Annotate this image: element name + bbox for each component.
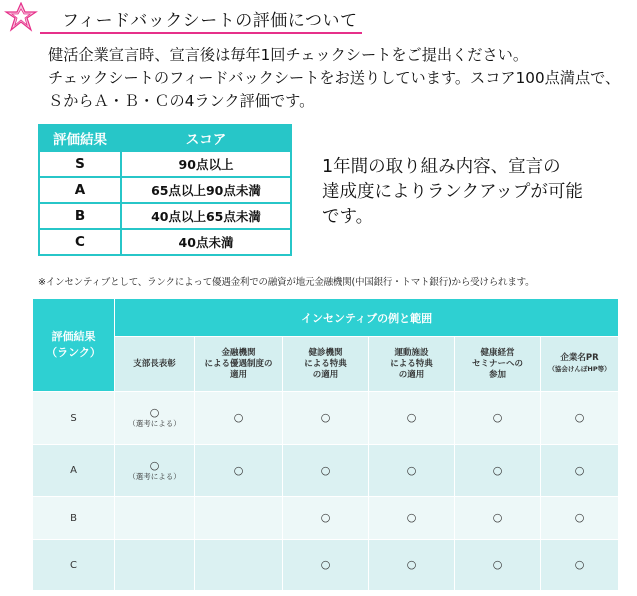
incentive-cell — [115, 445, 195, 497]
column-header-line: による特典 — [390, 358, 433, 369]
rank-table — [38, 124, 292, 256]
rank-grade-cell: A — [33, 445, 115, 497]
circle-mark: ○ — [406, 411, 417, 424]
column-header-line: セミナーへの — [471, 358, 523, 369]
rank-grade: B — [39, 203, 121, 229]
column-header-line: 健診機関 — [308, 347, 343, 358]
page-title: フィードバックシートの評価について — [62, 11, 358, 31]
incentive-cell — [369, 540, 455, 591]
column-header-line: 健康経営 — [480, 347, 515, 358]
incentive-cell — [115, 392, 195, 445]
incentive-main-header: インセンティブの例と範囲 — [115, 299, 619, 337]
table-row — [33, 497, 619, 540]
column-header-line: 適用 — [229, 369, 247, 380]
circle-mark: ○ — [574, 463, 585, 477]
rank-grade-cell: C — [33, 540, 115, 591]
side-note-line: 1年間の取り組み内容、宣言の — [322, 157, 561, 177]
incentive-cell — [455, 540, 541, 591]
incentive-cell — [369, 392, 455, 445]
grade-column-header — [33, 299, 115, 392]
table-row — [39, 151, 291, 177]
rank-header-score: スコア — [121, 125, 291, 151]
circle-mark: ○ — [406, 558, 417, 571]
incentive-cell — [195, 540, 283, 591]
incentive-cell — [115, 540, 195, 591]
circle-mark: ○ — [149, 458, 160, 472]
column-header-line: 金融機関 — [221, 347, 256, 358]
intro-line: チェックシートのフィードバックシートをお送りしています。スコア100点満点で、 — [48, 69, 621, 87]
rank-grade: S — [39, 151, 121, 177]
circle-mark: ○ — [574, 511, 585, 524]
circle-mark: ○ — [406, 511, 417, 524]
table-row — [39, 203, 291, 229]
column-header-line: の適用 — [312, 369, 339, 380]
title-underline — [40, 32, 362, 34]
intro-text — [48, 44, 620, 113]
side-note — [322, 155, 583, 230]
star-icon — [4, 2, 38, 34]
circle-mark: ○ — [574, 558, 585, 571]
rank-table-header — [39, 125, 291, 151]
incentive-cell — [455, 445, 541, 497]
grade-header-line: 評価結果 — [51, 330, 96, 343]
rank-score: 65点以上90点未満 — [121, 177, 291, 203]
table-row — [33, 540, 619, 591]
circle-mark: ○ — [406, 463, 417, 477]
incentive-cell — [541, 392, 619, 445]
circle-mark: ○ — [320, 463, 331, 477]
column-header-line: 運動施設 — [394, 347, 429, 358]
side-note-line: 達成度によりランクアップが可能 — [322, 182, 583, 202]
column-header-line: による優遇制度の — [204, 358, 273, 369]
column-header-line: の適用 — [398, 369, 425, 380]
incentive-cell — [283, 392, 369, 445]
column-header-line: 支部長表彰 — [133, 358, 176, 369]
rank-score: 40点以上65点未満 — [121, 203, 291, 229]
incentive-cell — [541, 445, 619, 497]
incentive-column-header — [369, 337, 455, 392]
incentive-cell — [369, 445, 455, 497]
selection-note: （選考による） — [128, 419, 181, 428]
rank-score: 90点以上 — [121, 151, 291, 177]
incentive-cell — [115, 497, 195, 540]
table-row — [39, 229, 291, 255]
circle-mark: ○ — [233, 463, 244, 477]
circle-mark: ○ — [320, 558, 331, 571]
incentive-sub-header-row — [33, 337, 619, 392]
circle-mark: ○ — [233, 411, 244, 424]
column-header-line: 企業名PR — [560, 353, 599, 363]
circle-mark: ○ — [149, 406, 160, 419]
circle-mark: ○ — [320, 511, 331, 524]
incentive-cell — [283, 497, 369, 540]
incentive-column-header — [115, 337, 195, 392]
incentive-cell — [455, 392, 541, 445]
table-row — [33, 445, 619, 497]
footnote: ※インセンティブとして、ランクによって優遇金利での融資が地元金融機関(中国銀行・トマト銀行)から受けられます。 — [38, 277, 535, 288]
incentive-table — [32, 298, 619, 591]
intro-line: ＳからＡ・Ｂ・Ｃの4ランク評価です。 — [48, 92, 315, 110]
circle-mark: ○ — [492, 558, 503, 571]
incentive-cell — [283, 540, 369, 591]
incentive-column-header — [541, 337, 619, 392]
circle-mark: ○ — [492, 511, 503, 524]
incentive-cell — [195, 445, 283, 497]
rank-header-grade: 評価結果 — [39, 125, 121, 151]
circle-mark: ○ — [492, 411, 503, 424]
incentive-cell — [541, 540, 619, 591]
intro-line: 健活企業宣言時、宣言後は毎年1回チェックシートをご提出ください。 — [48, 46, 529, 64]
incentive-cell — [541, 497, 619, 540]
rank-grade-cell: S — [33, 392, 115, 445]
column-header-line: による特典 — [304, 358, 347, 369]
incentive-cell — [369, 497, 455, 540]
table-row — [39, 177, 291, 203]
rank-score: 40点未満 — [121, 229, 291, 255]
incentive-cell — [455, 497, 541, 540]
incentive-column-header — [455, 337, 541, 392]
circle-mark: ○ — [492, 463, 503, 477]
rank-grade: A — [39, 177, 121, 203]
column-header-line: 参加 — [488, 369, 506, 380]
incentive-cell — [195, 392, 283, 445]
rank-grade-cell: B — [33, 497, 115, 540]
circle-mark: ○ — [320, 411, 331, 424]
incentive-column-header — [283, 337, 369, 392]
incentive-cell — [283, 445, 369, 497]
incentive-column-header — [195, 337, 283, 392]
incentive-cell — [195, 497, 283, 540]
grade-header-line: （ランク） — [46, 346, 101, 359]
circle-mark: ○ — [574, 411, 585, 424]
table-row — [33, 392, 619, 445]
selection-note: （選考による） — [128, 471, 181, 481]
side-note-line: です。 — [322, 207, 374, 227]
title-row — [0, 0, 360, 36]
column-header-note: （協会けんぽHP等） — [548, 365, 611, 373]
rank-grade: C — [39, 229, 121, 255]
